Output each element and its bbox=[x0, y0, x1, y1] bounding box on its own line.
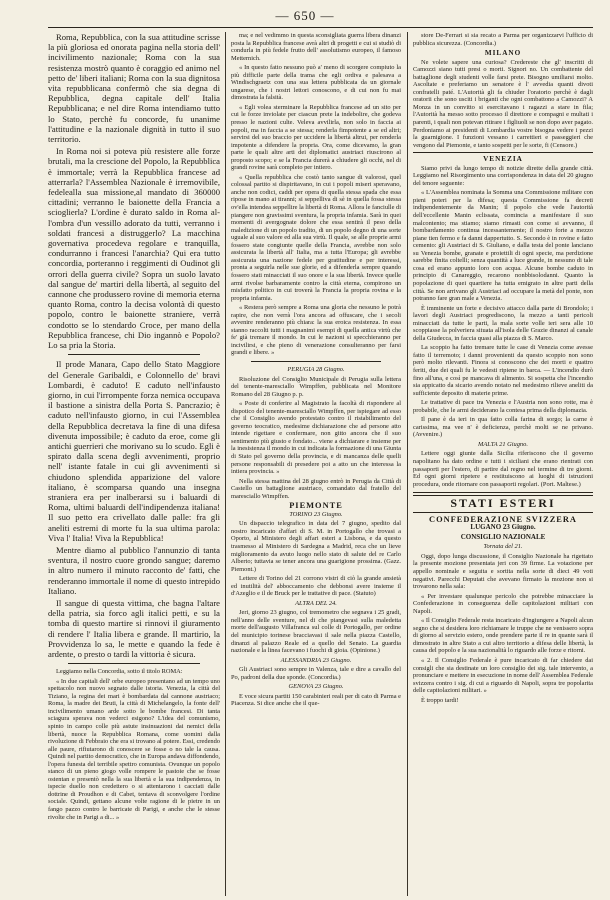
paragraph: In Roma noi si poteva più resistere alle forze brutali, ma la crescione del Popolo, la Repubblica è immortale; verrà la Repubblica francese ad atterrarla? l'Assemblea Nazionale è irremovibile, fedelealla sua missione,al mandato di 360000 cittadini; verranno le baionette della Francia a scioglierla? L'ordine è durato saldo in Roma al-l'ombra d'un vessillo adorato da tutti, verranno i soldati francesi a distruggerlo? La macchina governativa procedeva regolare e tranquilla, condurranno i francesi l'anarchia? Qui era tutto concordia, porteranno i reggimenti di Oudinot gli orrori della guerra civile? Sopra un suolo lavato dal sangue de' martiri della libertà, al seguito del cannone che produssero rovine di memoria eterna quanto Roma, contro la decisa volontà di questo popolo, contro le baionette straniere, verrà condotto se lo stendardo Croce, per mano della Repubblica francese, chi Dio ingannò e Popolo? Lo sa pria la Storia. bbox=[48, 146, 220, 351]
paragraph: « Il Consiglio Federale resta incaricato d'ingiungere a Napoli alcun segno che si desidera loro richiamare le truppe che ne venissero sopra di giorno al servizio estero, onde prendere parte il re in quante sarà il dimostrato in altre Stato a cui altro territorio a difesa delle libertà, la causa del popolo e la sua nazionalità lo riguardo alle forze e ritorni. bbox=[413, 617, 593, 655]
paragraph: Jeri, giorno 23 giugno, col tremometro che segnava i 25 gradi, nell'anno delle sventure, nel di che piangevasi sulla maledetta morte dell'augusto Villafranca sul colle di Portogallo, per ordine del municipio torinese bracciavasi il sale nella piazza Castello, dinanzi al palazzo Reale ed a quello del Senato. La guardia nazionale e la linea facevano i fuochi di gioia. (Opinione.) bbox=[231, 609, 401, 655]
paragraph: Un dispaccio telegrafico in data del 7 giugno, spedito dal nostro incaricato d'affari di S. M. in Portogallo che trovasi a Oporto, al Ministero degli affari esteri a Lisbona, e da questo trasmesso al Ministero di Sardegna a Madrid, reca che un lieve miglioramento da avuto luogo nello stato di salute del re Carlo Alberto; tuttavia se tener ancora una guarigione prossima. (Gazz. Piemont.) bbox=[231, 520, 401, 573]
column-3 bbox=[413, 32, 593, 896]
paragraph: Oggi, dopo lunga discussione, il Consiglio Nazionale ha rigettato la presente mozione presentata jeri con 39 firme. La votazione per appello nominale e seguita e sortita nella sorte di dieci 49 voti negativi. Parecchi Deputati che avevano firmato la mozione non si trovarono nella sala: bbox=[413, 552, 593, 591]
paragraph: È imminente un forte e decisivo attacco dalla parte di Brondolo; i lavori degli Austriaci progrediscono, la mezzo a tanti pericoli minacciati da tutte le parti, la mala sorte volle ieri sera alle 10 scoppiasse la polveriera situata all'isola delle Grazie dinanzi al canale della Giudecca, in faccia quasi alla piazza di S. Marco. bbox=[413, 304, 593, 342]
column-divider bbox=[407, 32, 408, 896]
paragraph: Il prode Manara, Capo dello Stato Maggiore del Generale Garibaldi, e Colonnello de' bravi Lombardi, è caduto! E caduto nell'infausto giorno, in cui l'irrompente forza nemica occupava il bastione a sinistra della Porta S. Pancrazio; è caduto nell'infausto giorno, in cui l'Assemblea della Repubblica decretava la fine di una difesa divenuta impossibile; è caduto da eroe, come gli antichi guerrieri che morivano su lo scudo. Egli è spirato dalla scena degli avvenimenti, proprio nell' istante fatale in cui gli avvenimenti si chiudono splendida apparizione del valore italiano, è scomparsa quando una insegna straniera era per inalberarsi su i baluardi di Roma, ultimi baluardi dell'indipendenza italiana! Il suo petto era crivellato dalle palle: fra gli aneliti estremi di morte fu la sua ultima parola: Viva l' Italia! Viva la Repubblica! bbox=[48, 359, 220, 543]
page-number: — 650 — bbox=[275, 8, 335, 23]
paragraph: Ne volete sapere una curiosa? Credereste che gl' inscritti di Camozzi siano tutti presi o morti. Signori no. Un combattente del battaglione degli studenti volle farsi prete. Bisogno umiliarsi molto. Ascoltate e preferiamo un senatore è l' avvedia quanti divoti confratelli paté. L'Autorità gli fa chiuder l'oratorio perchè è dagli oratorii che sono usciti i briganti che ogni combattono a Camozzi? A Monza in un convitto si esercitavano i ragazzi a stare in fila; l'Autorità ha messo sotto processo il direttore e compagni e multati i parenti, i quali non potevan ritirare i figliuoli se non dopo aver pagato. Perdoniamo ai presidenti di Lombardia vostre bisogna vedere i pezzi la guarnigione. I funzioni vessano i carrettieri e passeggieri che vengono dal Piemonte, e tanto sospetti per le sorte, fi (Censore.) bbox=[413, 58, 593, 149]
paragraph: Risoluzione del Consiglio Municipale di Perugia sulla lettera del tenente-maresciallo Wimpffen, pubblicata nel Monitore Romano del 28 Giugno p. p. bbox=[231, 375, 401, 398]
dateline-genova: GENOVA 23 Giugno. bbox=[288, 683, 344, 691]
editorial-roma bbox=[48, 32, 220, 350]
paragraph: « In questo fatto nessuno può a' meno di scorgere compiuto la più difficile parte della trama che egli ordiva e palesava a Windischgraetz con una sua lettera pubblicata da un giornale ungarese, che i nostri lettori conoscono, e di cui non fu mai dimostrata la falsità. bbox=[231, 64, 401, 102]
divider bbox=[68, 663, 200, 664]
paragraph: « Egli volea sterminare la Repubblica francese ad un sito per cui le forze inviolate per ciascun prete la indebolire, che godeva presso le nazioni culte. Veleva avvilirla, non solo in faccia ai popoli, ma in faccia a se stessa; renderla fimpotente a se ed altri; servirsi del suo braccio per uccidere la libertà altrui, per renderla impotente a difendere la propria. Ora, come dicevamo, la gran parte le quali altre arti dei diplomatici austriaci riuscirono al proposto scopo; e se la Francia durerà a chiudere gli occhi, nel di grandi rovine sarà completo per intiero. bbox=[231, 103, 401, 172]
paragraph: Leggiamo nella Concordia, sotto il titolo ROMA: bbox=[56, 668, 183, 676]
column-divider bbox=[225, 32, 226, 896]
column-2 bbox=[231, 32, 401, 896]
divider bbox=[68, 354, 200, 355]
dateline-lugano: LUGANO 23 Giugno. bbox=[470, 523, 536, 532]
paragraph: Mentre diamo al pubblico l'annunzio di tanta sventura, il nostro cuore grondo sangue; daremo in altro numero il minuto racconto de' fatti, che renderanno immortale il nome di questo intrepido Italiano. bbox=[48, 544, 220, 596]
top-rule bbox=[48, 27, 593, 28]
paragraph: ma; e nel vedimmo in questa sconsigliata guerra libera dinanzi posta la Repubblica francese avrà altri di progetti e cui si studiò di condurla in più fedele frutto dell' assolutismo europeo, il famoso Metternich. bbox=[231, 32, 401, 62]
paragraph: store De-Ferrari si sia recato a Parma per organizzarvi l'ufficio di pubblica sicurezza. (Concordia.) bbox=[413, 32, 593, 47]
divider bbox=[251, 361, 381, 362]
paragraph: Il pane è da ieri in qua fatto colla farina di sorgo; la carne è carissima, ma vee n' è deficienza, perchè molti se ne privano. (Avvenire.) bbox=[413, 416, 593, 439]
reprint-concordia bbox=[48, 668, 220, 821]
dateline-malta: MALTA 21 Giugno. bbox=[478, 440, 528, 448]
divider bbox=[413, 512, 593, 513]
section-heading-piemonte: PIEMONTE bbox=[289, 501, 343, 511]
heading-confederazione: CONFEDERAZIONE SVIZZERA bbox=[429, 514, 577, 524]
paragraph: Roma, Repubblica, con la sua attitudine scrisse la più gloriosa ed onorata pagina nella storia dell' incivilimento nazionale; Roma con la sua resistenza mostrò quanto è coraggio ed animo nel petto de' liberi italiani; Roma con la sua dignitosa vita repubblicana confermò che sia degna di Repubblica, degna capitale dell' Italia Repubblicana; e nel dire Roma intendiamo tutto lo Stato, perchè fu concorde, fu unanime l'attitudine e la nazionale dignità in tutto il suo territorio. bbox=[48, 32, 220, 145]
tornata-date: Tornata del 21. bbox=[483, 543, 523, 551]
heading-consiglio-nazionale: CONSIGLIO NAZIONALE bbox=[460, 532, 546, 541]
column-1 bbox=[48, 32, 220, 896]
paragraph: « Per investare qualunque pericolo che potrebbe minacciare la Confederazione in conseguenza delle capitolazioni militari con Napoli. bbox=[413, 592, 593, 615]
section-heading-milano: MILANO bbox=[484, 49, 522, 58]
paragraph: Lettere oggi giunte dalla Sicilia riferiscono che il governo napolitano ha dato ordine e tutti i siciliani che erano rientrati con passaporti per l'estero, di partire dal regno nel termine di tre giorni. Ed ogni giorni ripetere e restituiscono ai luoghi di istruzioni procedura, onde ritornare con passaporti regolari. (Port. Maltese.) bbox=[413, 450, 593, 488]
divider bbox=[413, 152, 593, 153]
paragraph: « 2. Il Consiglio Federale è pure incaricato di far chiedere dai consigli che sia destinate un loro consiglio dei sig. tale intervento, a pronunciare e mettere in esecuzione in nome dell' Assemblea Federale svizzera contro i sig. di cui a riguardo di Napoli, sopra tre popolarita delle capitolazioni militari. » bbox=[413, 657, 593, 695]
dateline-perugia: PERUGIA 28 Giugno. bbox=[287, 365, 345, 373]
paragraph: Nella stessa mattina del 28 giugno entrò in Perugia da Città di Castello un battaglione austriaco, comandato dal fratello del maresciallo Wimpffen. bbox=[231, 477, 401, 500]
paragraph: « L'Assemblea nominata la Somma una Commissione militare con pieni poteri per la difesa; questa Commissione fa decreti indipendentemente da Manin; il popolo che vede l'autorità dell'eccellente Manin eclissata, comincia a manifestare il suo malcontento; ma stiamo; siamo rimasti con come si avvanno, il bombardamento continua incessantemente; il nostro forte a mezzo piane tien fermo e fa danni dappertutto. S. Secondo è in rovine e fatto cemento: gli Austriaci di S. Giuliano, e dalla testa del ponte lanciano su Venezia bombe, granate e proiettili di ogni specie, ma perdizione sarebbe finita coltelli; senza quantità a luce grande, in nessuno di tale cosa ed erano appunto loro con acqua. Alcune bombe caduto in principio di Canareggio, recarono nonbbisolodanni. Quanto la popolazione di quei quartiere ha tutta emigrato in altre parti della città. Se non arrivano gli Austriaci ad occupare la metà del ponte, non potranno fare gran male a Venezia. bbox=[413, 189, 593, 303]
paragraph: Le trattative di pace tra Venezia e l'Austria non sono rotte, ma è probabile, che le armi deciderano la contesa prima della diplomazia. bbox=[413, 399, 593, 414]
paragraph: « Quella repubblica che costò tanto sangue di valorosi, quel colossal partito si dispiritavano, in cui i popoli miseri speravano, anche non codici, caddi per opera di quella stessa spada che essa ripose in mano ai tiranni; si seppelliva di sè in quella fossa stessa ov'ella intendea seppellire la libertà di Roma. Allora le fanciulle di piangere non gravissimi sventura, la propria infamia. Sarà in quei momenti di avergognate dolore che essa sentirà il peso della maledizione di un popolo tradito, di un popolo degno di una sorte uguale al suo valore ed alla sua virtù. Il quale, se alle proprie armi fossero state congiunte quelle della Francia, avrebbe non solo assicurata la libertà all' Italia, ma a tutta l'Europa; gli avrebbe assicurata una nazione fedele per gratitudine e per interessi, pronta a seguirla nelle sue glorie, ed a difenderla sempre quando fossero stati minacciati il suo onore e la sua libertà. Invece quelle armi rivolse barbaramente contro la città eterna, compirono un misfatto politico in cui troverà la Francia la propria rovina e la propria infamia. bbox=[231, 173, 401, 302]
section-heading-venezia: VENEZIA bbox=[483, 155, 523, 164]
paragraph: Gli Austriaci sono sempre in Valenza, tale e dire a cavallo del Po, padroni della due sponde. (Concordia.) bbox=[231, 666, 401, 681]
paragraph: « Poste di conferire al Magistrato la facoltà di rispondere al dispotico del tenente-maresciallo Wimpffen, per ispiegare ad esso che il Consiglio avendo protestato contro il ristabilimento del governo teocratico, medesime dichiarazione che ad persone atto intende rigettare e confermare, non gitto ancora che il suo sentimento più giusto e fondato... viene a dichiarare e insieme per la inesistenza il mondo in cui indicata la formazione di una Giunta di Stato pel governo della provincia, e di mancanza delle quelli persone responsabili di presedere poi a atto un che interessa la intiera provincia. » bbox=[231, 400, 401, 476]
paragraph: « Restera però sempre a Roma una gloria che nessuno le potrà rapire, che non verrà l'ora ancora ad offuscare, che i secoli avvenire renderanno più chiara: la sua eroica resistenza. In essa stanno raccolti tutti i magnanimi esempi di quella antica virtù che fe' già tremare il mondo. In cui le nazioni si specchieranno per incivilirsi, e che pieno di venerazione consulteranno per farsi grandi e libere. » bbox=[231, 304, 401, 357]
paragraph: Siamo privi da lungo tempo di notizie dirette della grande città. Leggiamo nel Risorgimento una corrispondenza in data del 20 giugno del tenore seguente: bbox=[413, 164, 593, 187]
dateline-alessandria: ALESSANDRIA 23 Giugno. bbox=[280, 656, 352, 664]
paragraph: E voce sicura partiti 150 carabinieri reali per di cato di Parma e Piacenza. Si dice anche che il que- bbox=[231, 692, 401, 708]
paragraph: Lettere di Torino del 21 corrono vistri di ciò la grande ansietà ed inutilità del' abboccamento che debbonsi avere insieme il d'Azeglio e il de Bruck per le trattative di pace. (Statuto) bbox=[231, 575, 401, 598]
dateline-torino: TORINO 23 Giugno. bbox=[289, 510, 343, 518]
paragraph: Il sangue di questa vittima, che bagna l'altare della patria, sia forco agli italici petti, e su la tomba di questo martire si rinnovi il giuramento di rendere l' Italia libera e grande. Il martirio, la Provvidenza lo sa, le mette e quando la fede è ardente, o presto o tardi la vittoria è sicura. bbox=[48, 597, 220, 659]
section-heading-stati-esteri: STATI ESTERI bbox=[450, 496, 556, 511]
paragraph: La scoppio ha fatto tremare tutte le case di Venezia come avesse fatto il terremoto; i danni provenienti da questo scoppio non sono però molto rilevanti. Finora si conoscono che dei morti e quattro feriti, due dei quali fu le vedesti ripiene in barca. — L'incendio durò fino all'una, e così pe mancava di alimento. Si sospetta che l'incendio sia appicatto da sicario avendo notato nel medesimo rilieve aneliti da sufficiente deposito di materie prime. bbox=[413, 344, 593, 397]
dateline-altra: ALTRA DEL 24. bbox=[295, 599, 337, 607]
paragraph: « In due capitali dell' orbe europeo presentano ad un tempo uno spettacolo non nuovo segnato dalle istoria. Venezia, la città del Tiziano, la regina dei mari è bombardata dal cannone austriaco; Roma, la madre dei Bruti, la città di Michelangelo, la fonte dell' incivilimento umano arde sotto le bombe francesi. Di tanta sciagura sperava non vederci esigono? L'idea del comunismo, spinto in campo colle più astute insinuazioni dai nemici della libertà, nuoce la Repubblica Romana, come uomini dalla rivoluzione di Febbraio che era si trovano al potere. Essi, credendo alle paure, rifiutarono di conoscere se fosse o no tale la causa. Quindi nel partito democratico, che in Europa andava diffondendo, l'opera funesta del terribile spettro comunista. Ovunque un popolo stanco di un pieno giogo volle rompere le pastoie che se fosse ostentan e presentò nella la sua libertà e la sua indipendenza, in ispecie duello non credettero o si attentarono i cacciati dalle dottrine di Proudhon e di Cabet, tentava di sconvolgere l'ordine sociale. Quindi, gettano alcune volte ragione di le pietre in un fango pazzo contro le barricate di Parigi, e anche che le stesse rivolte che in Parigi a di... » bbox=[48, 677, 220, 821]
paragraph: È troppo tardi! bbox=[421, 696, 459, 704]
obituary-manara bbox=[48, 359, 220, 659]
